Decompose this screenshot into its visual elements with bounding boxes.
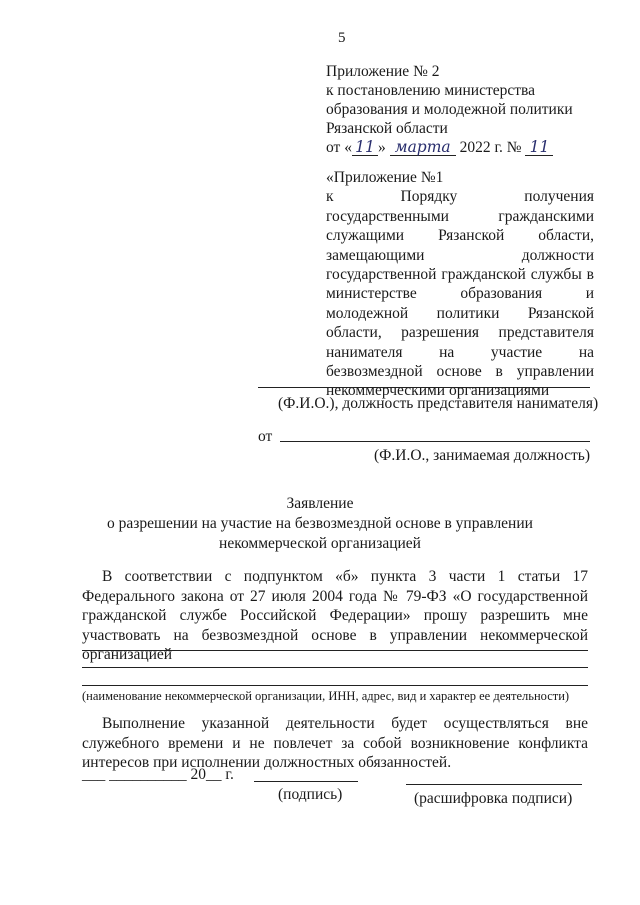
from-line (280, 441, 590, 442)
date-mid: » (377, 139, 386, 156)
appendix-2-header (326, 62, 596, 157)
date-prefix: от « (326, 139, 352, 156)
appendix-1-block (326, 168, 594, 401)
date-line: ___ __________ 20__ г. (82, 766, 234, 783)
from-label: от (258, 428, 273, 445)
fill-line (82, 650, 588, 651)
addressee-caption: (Ф.И.О.), должность представителя нанимателя) (278, 395, 599, 412)
fill-line (82, 685, 588, 686)
page-number: 5 (338, 30, 346, 46)
appendix-1-text: к Порядку получения государственными гражданскими служащими Рязанской области, замещающими должности государственной гражданской службы в министерстве образования и молодежной политики Рязанской области, разрешения представителя нанимателя на участие на безвозмездной основе в управлении некоммерческими организациями (326, 188, 594, 400)
appendix-2-line: Рязанской области (326, 120, 448, 137)
decode-line (406, 784, 582, 785)
appendix-1-title: «Приложение №1 (326, 169, 444, 186)
signature-caption: (подпись) (278, 786, 343, 803)
date-month: марта (390, 139, 456, 156)
appendix-2-title: Приложение № 2 (326, 63, 440, 80)
date-number: 11 (525, 139, 553, 156)
from-caption: (Ф.И.О., занимаемая должность) (374, 447, 591, 464)
signature-line (254, 781, 358, 782)
appendix-2-line: к постановлению министерства (326, 82, 536, 99)
statement-subtitle: о разрешении на участие на безвозмездной основе в управлении (107, 515, 533, 532)
date-day: 11 (352, 139, 378, 156)
addressee-line (258, 387, 590, 388)
statement-subtitle: некоммерческой организацией (219, 535, 421, 552)
fill-line (82, 667, 588, 668)
statement-title: Заявление (286, 495, 354, 512)
decode-caption: (расшифровка подписи) (414, 790, 573, 807)
org-caption: (наименование некоммерческой организации, ИНН, адрес, вид и характер ее деятельности) (82, 689, 570, 703)
date-year: 2022 г. № (459, 139, 522, 156)
statement-paragraph: Выполнение указанной деятельности будет осуществляться вне служебного времени и не повлечет за собой возникновение конфликта интересов при исполнении должностных обязанностей. (82, 715, 588, 771)
appendix-2-line: образования и молодежной политики (326, 101, 573, 118)
statement-paragraph: В соответствии с подпунктом «б» пункта 3 части 1 статьи 17 Федерального закона от 27 июля 2004 года № 79-ФЗ «О государственной гражданской службе Российской Федерации» прошу разрешить мне участвовать на безвозмездной основе в управлении некоммерческой организацией (82, 568, 588, 663)
appendix-2-date (326, 138, 596, 157)
